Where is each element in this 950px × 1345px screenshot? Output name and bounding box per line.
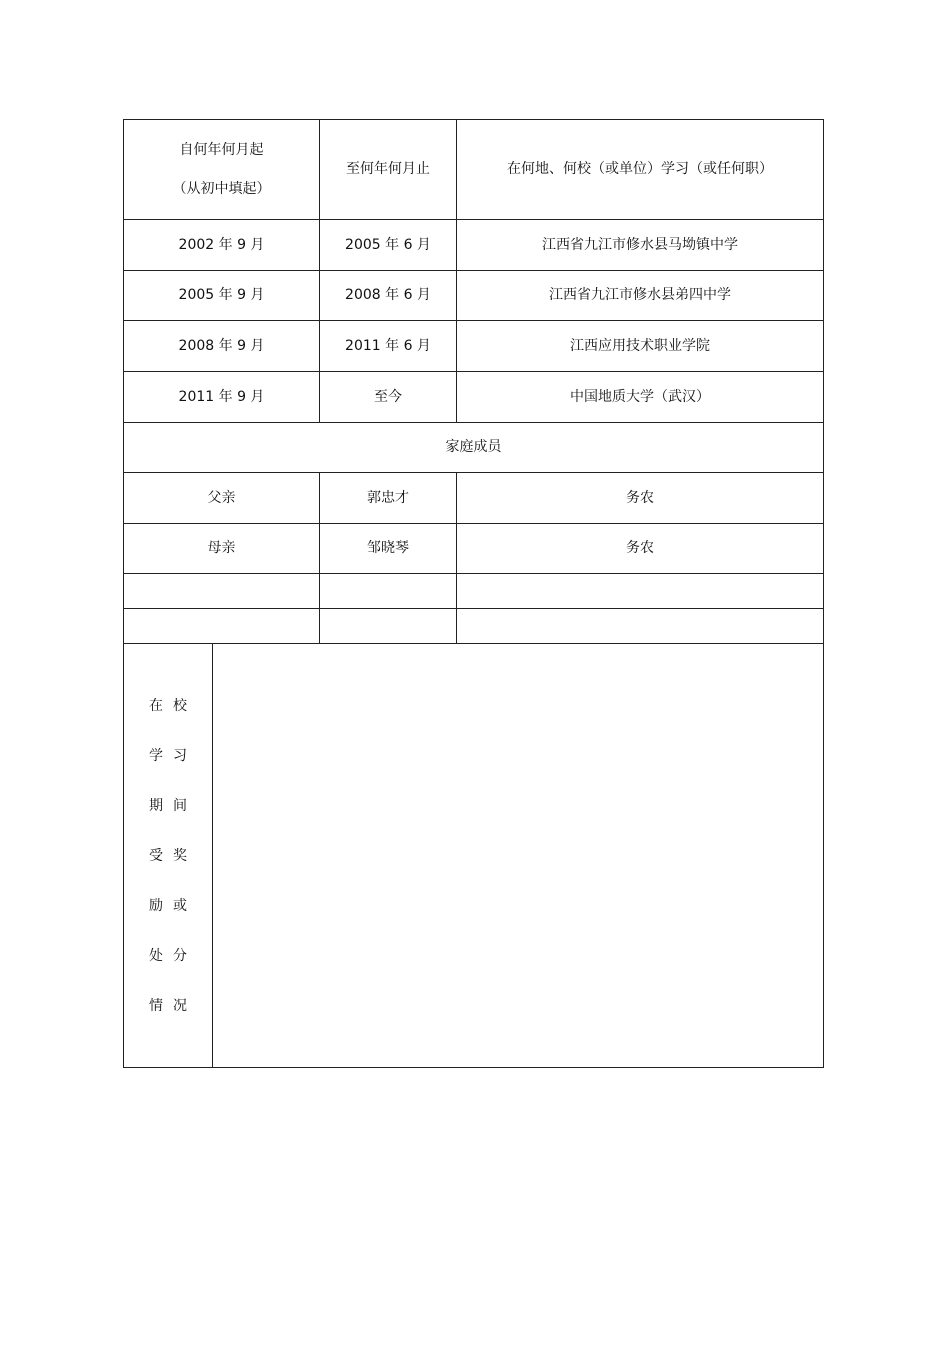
- history-header-row: [124, 120, 824, 220]
- family-row: [124, 574, 824, 609]
- family-relation: [124, 574, 320, 609]
- awards-label-line: 在校: [149, 697, 197, 714]
- family-relation: 父亲: [124, 473, 320, 524]
- history-row: [124, 271, 824, 321]
- header-start-label: 自何年何月起: [179, 141, 264, 158]
- family-relation: [124, 609, 320, 644]
- family-occupation: 务农: [457, 473, 824, 524]
- family-relation: 母亲: [124, 524, 320, 574]
- awards-label: [124, 644, 213, 1068]
- history-row: [124, 321, 824, 372]
- family-name: 郭忠才: [320, 473, 457, 524]
- header-start-cell: [124, 120, 320, 220]
- history-end: 至今: [320, 372, 457, 423]
- family-name: 邹晓琴: [320, 524, 457, 574]
- family-title-row: [124, 423, 824, 473]
- awards-label-line: 学习: [149, 747, 197, 764]
- history-end: 2011 年 6 月: [320, 321, 457, 372]
- history-row: [124, 220, 824, 271]
- history-start: 2002 年 9 月: [124, 220, 320, 271]
- awards-label-line: 情况: [149, 997, 197, 1014]
- history-place: 中国地质大学（武汉）: [457, 372, 824, 423]
- header-end-label: 至何年何月止: [320, 120, 457, 220]
- awards-row: [124, 644, 824, 1068]
- family-name: [320, 574, 457, 609]
- history-start: 2011 年 9 月: [124, 372, 320, 423]
- resume-table: [123, 119, 824, 1068]
- awards-label-line: 受奖: [149, 847, 197, 864]
- awards-content: [213, 644, 824, 1068]
- family-title: 家庭成员: [124, 423, 824, 473]
- history-end: 2008 年 6 月: [320, 271, 457, 321]
- history-place: 江西应用技术职业学院: [457, 321, 824, 372]
- family-occupation: [457, 609, 824, 644]
- awards-label-line: 期间: [149, 797, 197, 814]
- family-occupation: [457, 574, 824, 609]
- awards-label-line: 励或: [149, 897, 197, 914]
- history-start: 2008 年 9 月: [124, 321, 320, 372]
- family-name: [320, 609, 457, 644]
- awards-label-line: 处分: [149, 947, 197, 964]
- history-place: 江西省九江市修水县弟四中学: [457, 271, 824, 321]
- history-place: 江西省九江市修水县马坳镇中学: [457, 220, 824, 271]
- family-row: [124, 473, 824, 524]
- header-start-note: （从初中填起）: [172, 180, 271, 197]
- family-occupation: 务农: [457, 524, 824, 574]
- history-row: [124, 372, 824, 423]
- history-start: 2005 年 9 月: [124, 271, 320, 321]
- family-row: [124, 609, 824, 644]
- header-place-label: 在何地、何校（或单位）学习（或任何职）: [457, 120, 824, 220]
- history-end: 2005 年 6 月: [320, 220, 457, 271]
- family-row: [124, 524, 824, 574]
